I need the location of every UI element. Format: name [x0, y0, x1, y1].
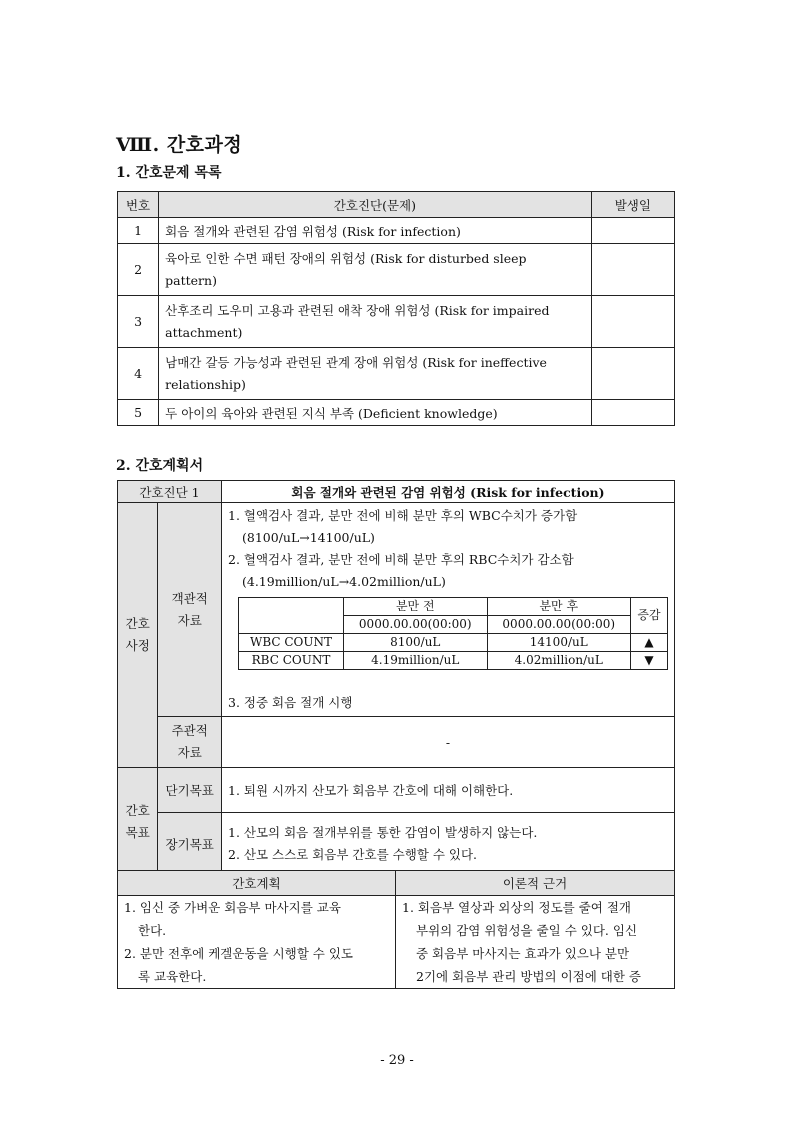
table-row: [118, 244, 675, 296]
nursing-plan-item: [124, 942, 389, 988]
long-goal-item: 2. 산모 스스로 회음부 간호를 수행할 수 있다.: [228, 847, 477, 862]
rationale-line: 부위의 감염 위험성을 줄일 수 있다. 임신: [416, 923, 638, 938]
care-plan-table: [117, 480, 675, 876]
rationale-header: 이론적 근거: [396, 871, 675, 896]
row-date: [591, 218, 674, 244]
long-goal-item: 1. 산모의 회음 절개부위를 통한 감염이 발생하지 않는다.: [228, 825, 538, 840]
diagnosis-title: 회음 절개와 관련된 감염 위험성 (Risk for infection): [222, 481, 675, 503]
row-number: 5: [118, 400, 159, 426]
objective-item: 2. 혈액검사 결과, 분만 전에 비해 분만 후의 RBC수치가 감소함: [228, 552, 574, 567]
rationale-content: [396, 896, 675, 989]
diagnosis-row: [118, 481, 675, 503]
lab-after-header: 분만 후: [487, 598, 631, 616]
lab-before-value: 8100/uL: [344, 634, 488, 652]
objective-item: 1. 혈액검사 결과, 분만 전에 비해 분만 후의 WBC수치가 증가함: [228, 508, 578, 523]
row-diagnosis: 두 아이의 육아와 관련된 지식 부족 (Deficient knowledge): [159, 400, 592, 426]
subjective-value: -: [222, 717, 675, 768]
section-title: Ⅷ. 간호과정: [116, 134, 243, 156]
lab-change-header: 증감: [631, 598, 668, 634]
row-diagnosis: [159, 348, 592, 400]
lab-before-date: 0000.00.00(00:00): [344, 616, 488, 634]
decrease-arrow-icon: ▼: [631, 652, 668, 670]
increase-arrow-icon: ▲: [631, 634, 668, 652]
nursing-plan-item-line2: 록 교육한다.: [138, 969, 207, 984]
row-number: 1: [118, 218, 159, 244]
rationale-line: 중 회음부 마사지는 효과가 있으나 분만: [416, 946, 630, 961]
objective-data: [222, 503, 675, 717]
lab-name: RBC COUNT: [239, 652, 344, 670]
lab-name: WBC COUNT: [239, 634, 344, 652]
row-diagnosis-line1: 산후조리 도우미 고용과 관련된 애착 장애 위험성 (Risk for impaired: [165, 302, 550, 318]
table-row: [118, 218, 675, 244]
lab-after-value: 4.02million/uL: [487, 652, 631, 670]
row-date: [591, 400, 674, 426]
long-goal-label: 장기목표: [158, 813, 222, 876]
table-row: [118, 296, 675, 348]
assessment-label: 간호사정: [118, 503, 158, 768]
objective-item: 3. 정중 회음 절개 시행: [228, 695, 353, 710]
subjective-label: 주관적 자료: [158, 717, 222, 768]
nursing-plan-item-line1: 1. 임신 중 가벼운 회음부 마사지를 교육: [124, 900, 341, 915]
goal-label: 간호목표: [118, 768, 158, 876]
nursing-plan-item-line1: 2. 분만 전후에 케겔운동을 시행할 수 있도: [124, 946, 353, 961]
table-header-row: [118, 192, 675, 218]
short-goal-row: [118, 768, 675, 813]
lab-before-value: 4.19million/uL: [344, 652, 488, 670]
nursing-plan-content: [118, 896, 396, 989]
objective-row: [118, 503, 675, 717]
rationale-line: 1. 회음부 열상과 외상의 정도를 줄여 절개: [402, 900, 631, 915]
header-number: 번호: [118, 192, 159, 218]
row-diagnosis-line1: 육아로 인한 수면 패턴 장애의 위험성 (Risk for disturbed sleep: [165, 250, 527, 266]
row-diagnosis: 회음 절개와 관련된 감염 위험성 (Risk for infection): [159, 218, 592, 244]
page-number: - 29 -: [380, 1053, 414, 1068]
plan-header-row: [118, 871, 675, 896]
row-diagnosis-line2: pattern): [165, 272, 217, 288]
objective-item: (8100/uL→14100/uL): [242, 530, 375, 545]
short-goal-label: 단기목표: [158, 768, 222, 813]
lab-result-table: [238, 597, 668, 670]
lab-blank-cell: [239, 598, 344, 634]
row-date: [591, 296, 674, 348]
subjective-row: [118, 717, 675, 768]
nursing-plan-header: 간호계획: [118, 871, 396, 896]
problem-list-table: [117, 191, 675, 426]
rationale-line: 2기에 회음부 관리 방법의 이점에 대한 증: [416, 969, 641, 984]
objective-label: 객관적 자료: [158, 503, 222, 717]
row-date: [591, 244, 674, 296]
row-number: 3: [118, 296, 159, 348]
row-number: 4: [118, 348, 159, 400]
problem-list-heading: 1. 간호문제 목록: [116, 165, 222, 181]
diagnosis-label: 간호진단 1: [118, 481, 222, 503]
nursing-plan-table: [117, 870, 675, 989]
table-row: [118, 400, 675, 426]
header-diagnosis: 간호진단(문제): [159, 192, 592, 218]
table-row: [239, 634, 668, 652]
row-number: 2: [118, 244, 159, 296]
row-date: [591, 348, 674, 400]
row-diagnosis-line2: relationship): [165, 376, 246, 392]
header-date: 발생일: [591, 192, 674, 218]
row-diagnosis-line2: attachment): [165, 324, 243, 340]
table-row: [239, 652, 668, 670]
nursing-plan-item: [124, 896, 389, 942]
care-plan-heading: 2. 간호계획서: [116, 458, 204, 474]
lab-header-row: [239, 598, 668, 616]
lab-after-value: 14100/uL: [487, 634, 631, 652]
long-goal-row: [118, 813, 675, 876]
plan-content-row: [118, 896, 675, 989]
nursing-plan-item-line2: 한다.: [138, 923, 167, 938]
objective-item: (4.19million/uL→4.02million/uL): [242, 574, 446, 589]
long-goals: [222, 813, 675, 876]
table-row: [118, 348, 675, 400]
short-goal: 1. 퇴원 시까지 산모가 회음부 간호에 대해 이해한다.: [222, 768, 675, 813]
row-diagnosis: [159, 244, 592, 296]
row-diagnosis-line1: 남매간 갈등 가능성과 관련된 관계 장애 위험성 (Risk for ineffective: [165, 354, 547, 370]
row-diagnosis: [159, 296, 592, 348]
lab-after-date: 0000.00.00(00:00): [487, 616, 631, 634]
lab-before-header: 분만 전: [344, 598, 488, 616]
